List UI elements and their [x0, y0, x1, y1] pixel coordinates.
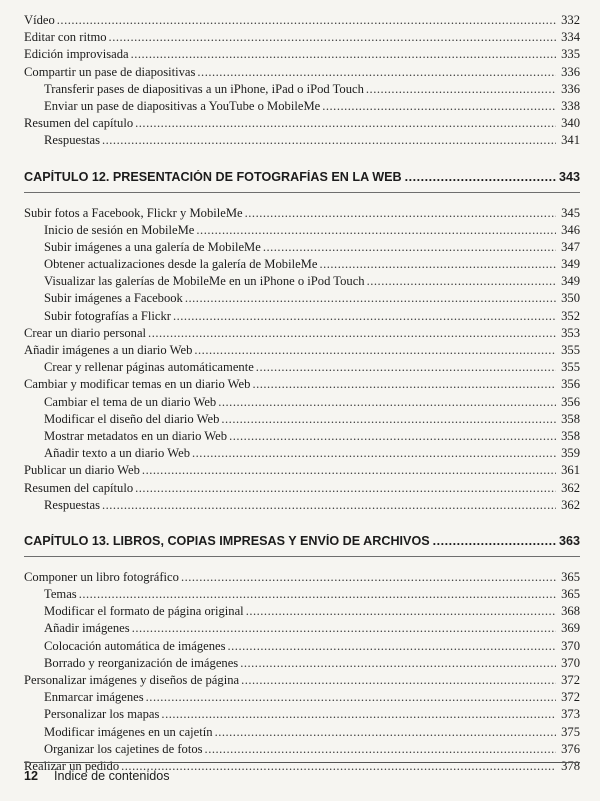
toc-entry-title: Vídeo — [24, 13, 55, 27]
toc-entry-title: Transferir pases de diapositivas a un iPhone, iPad o iPod Touch — [44, 81, 364, 96]
toc-entry-page: 334 — [561, 30, 580, 45]
toc-entry-title: Borrado y reorganización de imágenes — [44, 655, 239, 670]
toc-entry — [24, 741, 580, 758]
toc-entry-page: 369 — [561, 621, 580, 636]
toc-entry — [24, 462, 580, 479]
chapter-heading-13 — [24, 534, 580, 557]
toc-entry-page: 338 — [561, 98, 580, 113]
toc-entry-title: Edición improvisada — [24, 47, 129, 62]
toc-entry-title: Compartir un pase de diapositivas — [24, 64, 196, 79]
toc-entry-page: 362 — [561, 480, 580, 495]
toc-entry — [24, 325, 580, 342]
dot-leader — [132, 620, 556, 637]
toc-entry-title: Modificar el diseño del diario Web — [44, 411, 220, 426]
toc-entry-title: Subir fotografías a Flickr — [44, 308, 171, 323]
toc-group-intro — [24, 12, 580, 150]
dot-leader — [135, 115, 556, 132]
dot-leader — [131, 46, 556, 63]
dot-leader — [319, 256, 556, 273]
dot-leader — [57, 12, 556, 29]
toc-entry-title: Modificar imágenes en un cajetín — [44, 724, 213, 739]
dot-leader — [241, 672, 556, 689]
toc-entry — [24, 411, 580, 428]
toc-entry — [24, 655, 580, 672]
dot-leader — [109, 29, 556, 46]
dot-leader — [218, 394, 556, 411]
toc-entry-page: 365 — [561, 587, 580, 602]
toc-entry — [24, 239, 580, 256]
toc-entry-title: Enviar un pase de diapositivas a YouTube o MobileMe — [44, 98, 321, 113]
toc-entry-page: 353 — [561, 325, 580, 340]
toc-entry-page: 370 — [561, 638, 580, 653]
toc-entry — [24, 308, 580, 325]
toc-entry-page: 373 — [561, 707, 580, 722]
dot-leader — [181, 569, 556, 586]
toc-entry — [24, 115, 580, 132]
toc-entry-page: 365 — [561, 569, 580, 584]
toc-entry-page: 378 — [561, 758, 580, 773]
toc-entry — [24, 132, 580, 149]
toc-entry — [24, 376, 580, 393]
dot-leader — [228, 638, 557, 655]
toc-entry — [24, 706, 580, 723]
dot-leader — [102, 132, 556, 149]
chapter-heading-12 — [24, 170, 580, 193]
toc-entry — [24, 724, 580, 741]
toc-entry-title: Mostrar metadatos en un diario Web — [44, 428, 228, 443]
toc-entry-title: Subir fotos a Facebook, Flickr y MobileMe — [24, 205, 243, 220]
toc-entry — [24, 205, 580, 222]
chapter-title: CAPÍTULO 13. LIBROS, COPIAS IMPRESAS Y ENVÍO DE ARCHIVOS — [24, 533, 430, 548]
chapter-page: 343 — [558, 169, 580, 184]
toc-entry-page: 332 — [561, 13, 580, 27]
dot-leader — [196, 222, 556, 239]
toc-entry-page: 341 — [561, 133, 580, 148]
toc-entry-title: Inicio de sesión en MobileMe — [44, 222, 195, 237]
dot-leader — [146, 689, 556, 706]
table-of-contents — [24, 12, 580, 775]
toc-entry-page: 336 — [561, 81, 580, 96]
dot-leader — [161, 706, 556, 723]
toc-entry-page: 346 — [561, 222, 580, 237]
toc-entry-title: Organizar los cajetines de fotos — [44, 741, 203, 756]
toc-entry-page: 356 — [561, 394, 580, 409]
dot-leader — [405, 170, 556, 184]
toc-group-chapter-12 — [24, 205, 580, 514]
dot-leader — [185, 290, 556, 307]
toc-entry — [24, 603, 580, 620]
toc-entry-title: Crear y rellenar páginas automáticamente — [44, 360, 254, 375]
toc-entry-page: 359 — [561, 446, 580, 461]
toc-entry-page: 356 — [561, 377, 580, 392]
toc-entry-title: Personalizar imágenes y diseños de página — [24, 673, 240, 687]
dot-leader — [102, 497, 556, 514]
dot-leader — [246, 603, 556, 620]
toc-entry — [24, 359, 580, 376]
toc-entry — [24, 394, 580, 411]
dot-leader — [173, 308, 556, 325]
dot-leader — [240, 655, 556, 672]
page-footer — [24, 762, 580, 783]
toc-entry-page: 340 — [561, 116, 580, 131]
dot-leader — [367, 273, 556, 290]
dot-leader — [205, 741, 556, 758]
toc-entry — [24, 497, 580, 514]
toc-entry-page: 355 — [561, 343, 580, 357]
toc-entry — [24, 620, 580, 637]
toc-entry-title: Respuestas — [44, 497, 100, 512]
toc-group-chapter-13 — [24, 569, 580, 775]
dot-leader — [256, 359, 556, 376]
toc-entry-page: 370 — [561, 655, 580, 670]
toc-entry-title: Temas — [44, 587, 77, 602]
dot-leader — [79, 586, 556, 603]
toc-entry-title: Visualizar las galerías de MobileMe en un iPhone o iPod Touch — [44, 274, 365, 289]
toc-entry — [24, 428, 580, 445]
toc-entry-title: Añadir texto a un diario Web — [44, 446, 190, 461]
toc-entry — [24, 672, 580, 689]
dot-leader — [135, 480, 556, 497]
dot-leader — [322, 98, 556, 115]
toc-entry — [24, 81, 580, 98]
toc-entry-title: Añadir imágenes — [44, 621, 130, 636]
toc-entry-title: Enmarcar imágenes — [44, 690, 144, 705]
dot-leader — [263, 239, 556, 256]
toc-entry-title: Publicar un diario Web — [24, 463, 140, 478]
toc-entry-title: Subir imágenes a Facebook — [44, 291, 183, 306]
toc-entry-page: 361 — [561, 463, 580, 478]
toc-entry-page: 358 — [561, 411, 580, 426]
toc-entry-page: 349 — [561, 257, 580, 272]
toc-entry-page: 372 — [561, 690, 580, 705]
dot-leader — [194, 342, 556, 359]
dot-leader — [252, 376, 556, 393]
toc-entry-title: Respuestas — [44, 133, 100, 148]
toc-entry-page: 375 — [561, 724, 580, 739]
toc-entry-page: 345 — [561, 205, 580, 220]
toc-entry-page: 368 — [561, 604, 580, 619]
toc-entry-title: Cambiar y modificar temas en un diario Web — [24, 377, 251, 392]
dot-leader — [366, 81, 556, 98]
dot-leader — [221, 411, 556, 428]
toc-entry-title: Modificar el formato de página original — [44, 604, 244, 619]
toc-entry-title: Crear un diario personal — [24, 325, 147, 340]
toc-entry-page: 349 — [561, 274, 580, 289]
toc-entry — [24, 12, 580, 29]
toc-entry-page: 372 — [561, 673, 580, 687]
toc-entry — [24, 29, 580, 46]
dot-leader — [215, 724, 556, 741]
toc-entry-page: 335 — [561, 47, 580, 62]
chapter-title: CAPÍTULO 12. PRESENTACIÓN DE FOTOGRAFÍAS EN LA WEB — [24, 169, 402, 184]
dot-leader — [142, 462, 556, 479]
toc-entry — [24, 98, 580, 115]
toc-entry-page: 336 — [561, 64, 580, 79]
toc-entry-title: Realizar un pedido — [24, 758, 120, 773]
running-title: Índice de contenidos — [54, 769, 170, 783]
toc-entry-title: Editar con ritmo — [24, 30, 107, 45]
toc-entry — [24, 256, 580, 273]
toc-entry — [24, 638, 580, 655]
dot-leader — [245, 205, 556, 222]
toc-entry — [24, 64, 580, 81]
toc-entry-title: Obtener actualizaciones desde la galería de MobileMe — [44, 257, 318, 272]
toc-entry — [24, 445, 580, 462]
toc-entry — [24, 586, 580, 603]
toc-entry-title: Cambiar el tema de un diario Web — [44, 394, 217, 409]
toc-entry-title: Colocación automática de imágenes — [44, 638, 226, 653]
dot-leader — [197, 64, 556, 81]
toc-entry-page: 352 — [561, 308, 580, 323]
toc-entry-page: 362 — [561, 497, 580, 512]
toc-entry-page: 376 — [561, 741, 580, 756]
dot-leader — [148, 325, 556, 342]
toc-entry — [24, 342, 580, 359]
toc-entry — [24, 273, 580, 290]
toc-entry-title: Resumen del capítulo — [24, 480, 134, 495]
toc-entry — [24, 569, 580, 586]
dot-leader — [229, 428, 556, 445]
toc-entry-page: 347 — [561, 239, 580, 254]
toc-entry-page: 358 — [561, 428, 580, 443]
toc-entry-title: Subir imágenes a una galería de MobileMe — [44, 239, 261, 254]
toc-entry — [24, 46, 580, 63]
dot-leader — [433, 534, 556, 548]
toc-entry — [24, 480, 580, 497]
toc-entry-page: 350 — [561, 291, 580, 306]
toc-entry-title: Añadir imágenes a un diario Web — [24, 343, 193, 357]
toc-entry-title: Componer un libro fotográfico — [24, 569, 179, 584]
toc-entry — [24, 222, 580, 239]
toc-entry-title: Personalizar los mapas — [44, 707, 160, 722]
dot-leader — [192, 445, 556, 462]
toc-entry — [24, 290, 580, 307]
toc-entry-page: 355 — [561, 360, 580, 375]
chapter-page: 363 — [558, 533, 580, 548]
page-number: 12 — [24, 769, 39, 783]
toc-entry-title: Resumen del capítulo — [24, 116, 134, 131]
toc-entry — [24, 689, 580, 706]
